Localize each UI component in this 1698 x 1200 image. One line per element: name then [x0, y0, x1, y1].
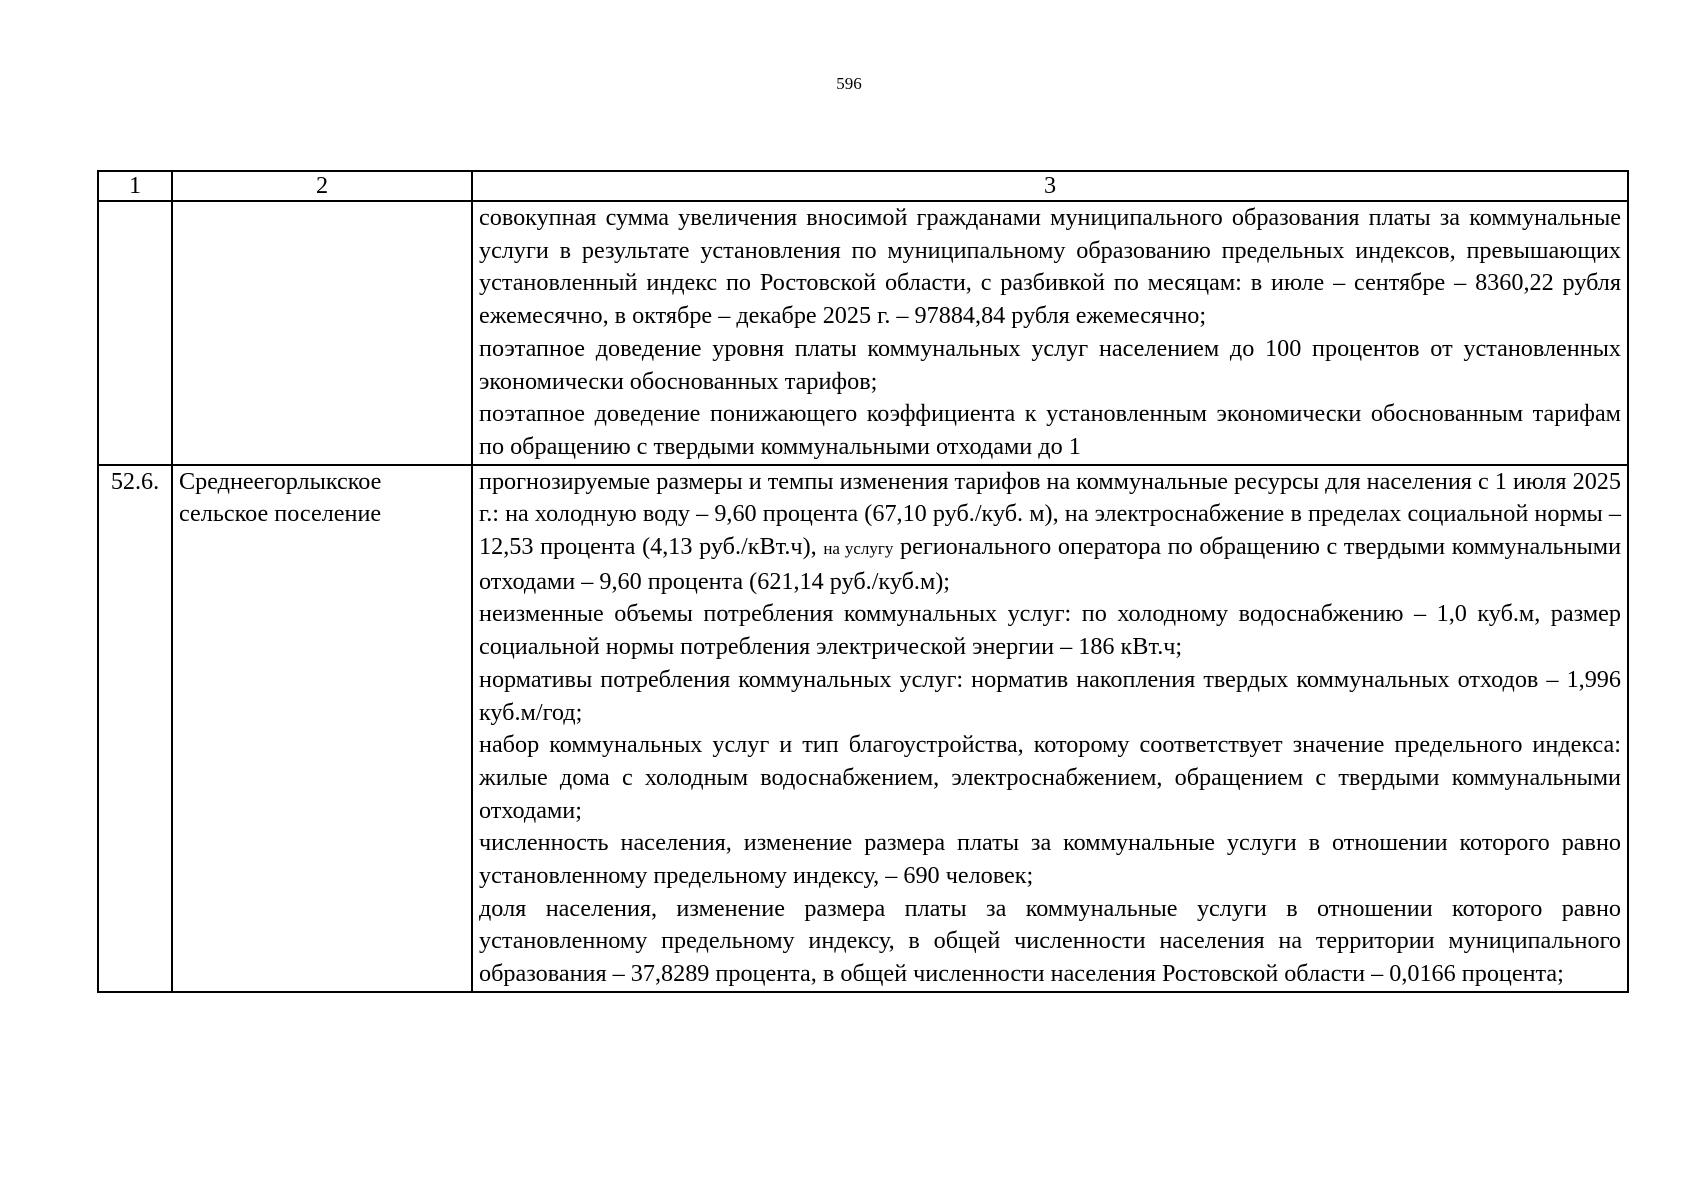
table-row	[98, 465, 1628, 992]
header-cell-2: 2	[172, 171, 472, 201]
row-description	[472, 465, 1628, 992]
paragraph-part: прогнозируемые размеры и темпы изменения тарифов на коммунальные ресурсы для населения с 1 июля 2025 г.: на холодную воду – 9,60 процента (67,10 руб./куб. м), на электроснабжение в пределах социальной нормы – 12,53 процента (4,13 руб./кВт.ч),	[479, 467, 1621, 561]
header-cell-1: 1	[98, 171, 172, 201]
paragraph: поэтапное доведение уровня платы коммунальных услуг населением до 100 процентов от установленных экономически обоснованных тарифов;	[479, 334, 1621, 395]
paragraph-part: регионального оператора по обращению с твердыми коммунальными отходами – 9,60 процента (621,14 руб./куб.м);	[479, 533, 1622, 595]
row-description	[472, 201, 1628, 465]
paragraph	[479, 466, 1621, 599]
paragraph: численность населения, изменение размера платы за коммунальные услуги в отношении которого равно установленному предельному индексу, – 690 человек;	[479, 829, 1621, 890]
row-number: 52.6.	[98, 465, 172, 992]
paragraph: нормативы потребления коммунальных услуг: норматив накопления твердых коммунальных отходов – 1,996 куб.м/год;	[479, 665, 1621, 726]
paragraph: поэтапное доведение понижающего коэффициента к установленным экономически обоснованным тарифам по обращению с твердыми коммунальными отходами до 1	[479, 400, 1621, 460]
document-table	[97, 170, 1629, 993]
paragraph: совокупная сумма увеличения вносимой гражданами муниципального образования платы за коммунальные услуги в результате установления по муниципальному образованию предельных индексов, превышающих установленный индекс по Ростовской области, с разбивкой по месяцам: в июле – сентябре – 8360,22 рубля ежемесячно, в октябре – декабре 2025 г. – 97884,84 рубля ежемесячно;	[479, 204, 1621, 330]
paragraph: неизменные объемы потребления коммунальных услуг: по холодному водоснабжению – 1,0 куб.м, размер социальной нормы потребления электрической энергии – 186 кВт.ч;	[479, 600, 1621, 661]
row-municipality-name	[172, 201, 472, 465]
row-number	[98, 201, 172, 465]
table-header-row	[98, 171, 1628, 201]
paragraph: доля населения, изменение размера платы за коммунальные услуги в отношении которого равно установленному предельному индексу, в общей численности населения на территории муниципального образования – 37,8289 процента, в общей численности населения Ростовской области – 0,0166 процента;	[479, 894, 1621, 988]
paragraph: набор коммунальных услуг и тип благоустройства, которому соответствует значение предельного индекса: жилые дома с холодным водоснабжением, электроснабжением, обращением с твердыми коммунальными отходами;	[479, 731, 1621, 824]
header-cell-3: 3	[472, 171, 1628, 201]
paragraph-small-text: на услугу	[823, 539, 894, 559]
table-row	[98, 201, 1628, 465]
row-municipality-name: Среднеегорлыкское сельское поселение	[172, 465, 472, 992]
page-number: 596	[836, 74, 862, 93]
